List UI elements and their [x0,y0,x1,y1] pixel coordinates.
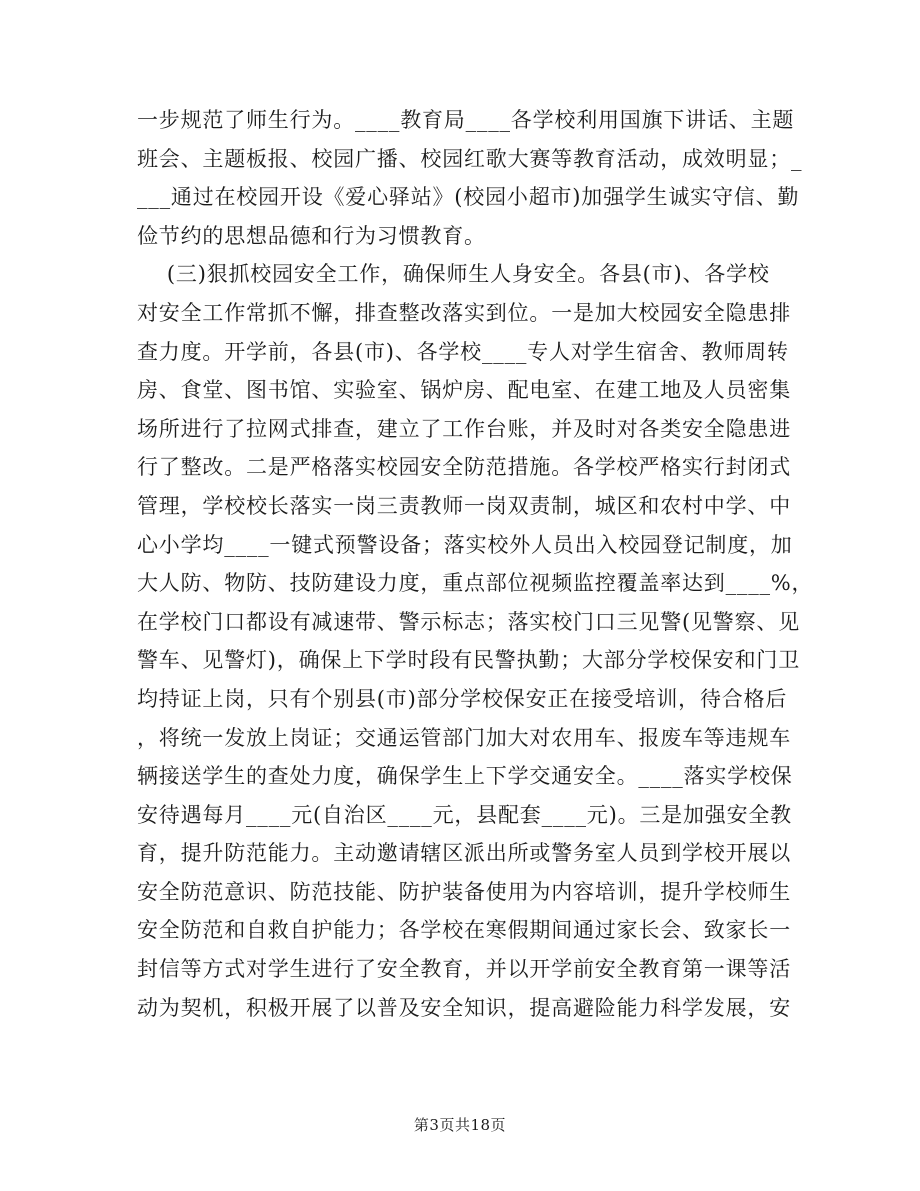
body-line-7: 查力度。开学前，各县(市)、各学校____专人对学生宿舍、教师周转 [137,339,789,364]
body-line-22: 安全防范和自救自护能力；各学校在寒假期间通过家长会、致家长一 [137,918,791,943]
body-line-9: 场所进行了拉网式排查，建立了工作台账，并及时对各类安全隐患进 [137,416,791,441]
body-line-17: ，将统一发放上岗证；交通运管部门加大对农用车、报废车等违规车 [137,725,791,750]
body-line-24: 动为契机，积极开展了以普及安全知识，提高避险能力科学发展，安 [137,995,791,1020]
body-line-23: 封信等方式对学生进行了安全教育，并以开学前安全教育第一课等活 [137,957,791,982]
body-line-15: 警车、见警灯)，确保上下学时段有民警执勤；大部分学校保安和门卫 [137,648,800,673]
body-line-3: ___通过在校园开设《爱心驿站》(校园小超市)加强学生诚实守信、勤 [137,185,800,210]
body-line-1: 一步规范了师生行为。____教育局____各学校利用国旗下讲话、主题 [137,108,795,132]
body-line-18: 辆接送学生的查处力度，确保学生上下学交通安全。____落实学校保 [137,764,793,789]
body-line-2: 班会、主题板报、校园广播、校园红歌大赛等教育活动，成效明显；_ [137,146,803,171]
body-line-16: 均持证上岗，只有个别县(市)部分学校保安正在接受培训，待合格后 [137,686,788,711]
body-line-21: 安全防范意识、防范技能、防护装备使用为内容培训，提升学校师生 [137,879,791,904]
body-line-11: 管理，学校校长落实一岗三责教师一岗双责制，城区和农村中学、中 [137,493,791,518]
body-line-5: (三)狠抓校园安全工作，确保师生人身安全。各县(市)、各学校 [137,262,770,287]
body-line-19: 安待遇每月____元(自治区____元，县配套____元)。三是加强安全教 [137,802,792,827]
page-number-footer: 第3页共18页 [413,1116,507,1134]
document-body [137,101,814,1027]
body-line-14: 在学校门口都设有减速带、警示标志；落实校门口三见警(见警察、见 [137,609,800,634]
body-line-10: 行了整改。二是严格落实校园安全防范措施。各学校严格实行封闭式 [137,455,791,480]
body-line-8: 房、食堂、图书馆、实验室、锅炉房、配电室、在建工地及人员密集 [137,378,791,403]
body-line-20: 育，提升防范能力。主动邀请辖区派出所或警务室人员到学校开展以 [137,841,791,866]
body-line-12: 心小学均____一键式预警设备；落实校外人员出入校园登记制度，加 [137,532,793,557]
body-line-13: 大人防、物防、技防建设力度，重点部位视频监控覆盖率达到____%， [137,571,814,596]
body-line-6: 对安全工作常抓不懈，排查整改落实到位。一是加大校园安全隐患排 [137,300,791,325]
body-line-4: 俭节约的思想品德和行为习惯教育。 [137,223,486,248]
